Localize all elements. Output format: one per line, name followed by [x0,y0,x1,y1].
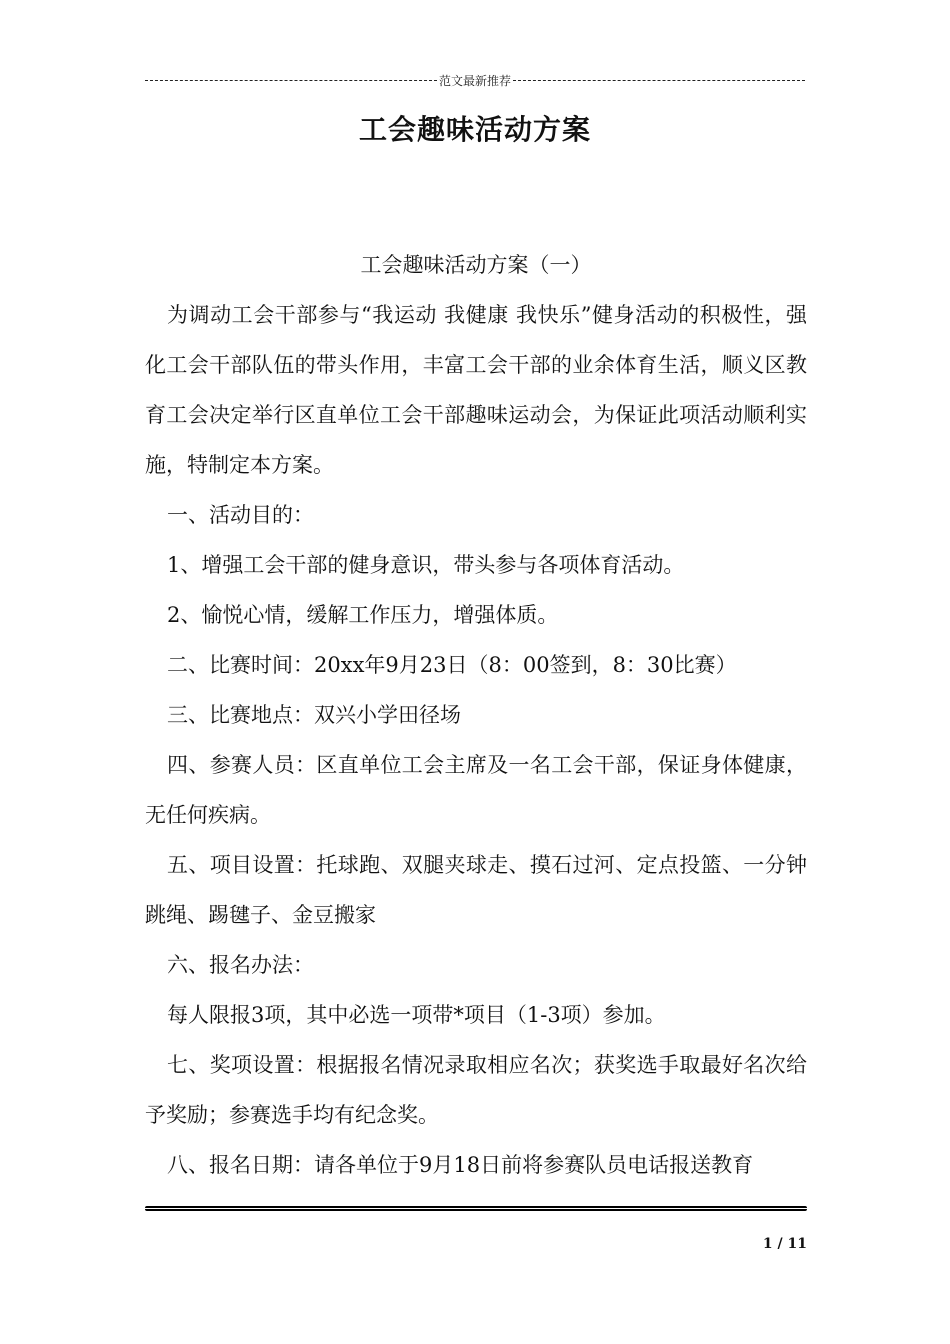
header-dash-left [145,80,437,81]
paragraph-purpose-2: 2、愉悦心情，缓解工作压力，增强体质。 [167,603,559,627]
paragraph-registration-heading: 六、报名办法： [167,953,314,977]
section-subtitle: 工会趣味活动方案（一） [360,253,592,277]
paragraph-events: 五、项目设置：托球跑、双腿夹球走、摸石过河、定点投篮、一分钟跳绳、踢毽子、金豆搬家 [145,853,807,927]
page-number: 1 / 11 [762,1236,807,1252]
footer-divider [145,1206,807,1211]
paragraph-location: 三、比赛地点：双兴小学田径场 [167,703,461,727]
header-dash-right [513,80,805,81]
paragraph-awards: 七、奖项设置：根据报名情况录取相应名次；获奖选手取最好名次给予奖励；参赛选手均有纪念奖。 [145,1053,807,1127]
paragraph-registration-date: 八、报名日期：请各单位于9月18日前将参赛队员电话报送教育 [167,1153,754,1177]
page-header [145,72,805,89]
paragraph-intro: 为调动工会干部参与“我运动 我健康 我快乐”健身活动的积极性，强化工会干部队伍的带头作用，丰富工会干部的业余体育生活，顺义区教育工会决定举行区直单位工会干部趣味运动会，为保证此项活动顺利实施，特制定本方案。 [145,303,807,477]
paragraph-participants: 四、参赛人员：区直单位工会主席及一名工会干部，保证身体健康，无任何疾病。 [145,753,807,827]
paragraph-registration-rule: 每人限报3项，其中必选一项带*项目（1-3项）参加。 [167,1003,666,1027]
document-title: 工会趣味活动方案 [358,113,591,146]
document-body [145,240,807,1190]
paragraph-purpose-heading: 一、活动目的： [167,503,314,527]
header-label: 范文最新推荐 [439,74,512,88]
paragraph-purpose-1: 1、增强工会干部的健身意识，带头参与各项体育活动。 [167,553,685,577]
paragraph-time: 二、比赛时间：20xx年9月23日（8：00签到，8：30比赛） [167,653,737,677]
